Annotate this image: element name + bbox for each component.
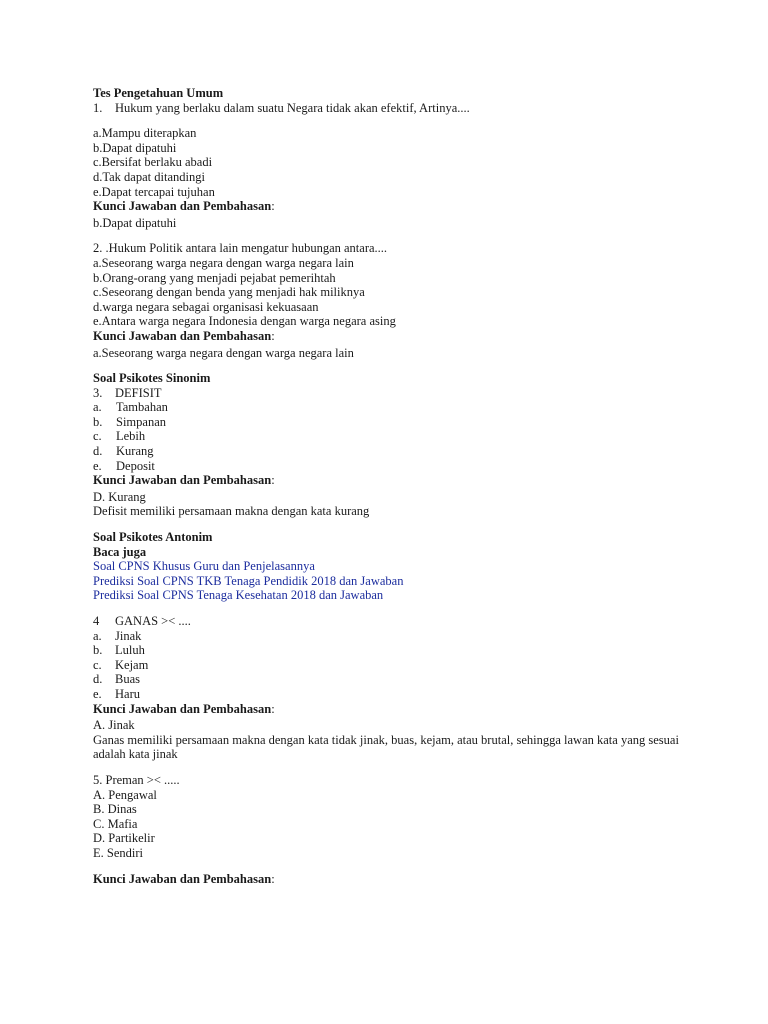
q4-option-b bbox=[93, 643, 713, 658]
option-letter: a. bbox=[93, 628, 102, 643]
q2-option-b: b.Orang-orang yang menjadi pejabat pemerihtah bbox=[93, 270, 336, 285]
answer-key-colon: : bbox=[271, 701, 275, 716]
question-3-number: 3. bbox=[93, 385, 103, 400]
q2-option-d: d.warga negara sebagai organisasi kekuasaan bbox=[93, 299, 319, 314]
q3-option-c bbox=[93, 429, 713, 444]
q1-option-d: d.Tak dapat ditandingi bbox=[93, 169, 205, 184]
answer-key-colon: : bbox=[271, 328, 275, 343]
q1-answer-key-label bbox=[93, 199, 713, 214]
option-text: Kurang bbox=[116, 444, 154, 459]
q4-option-d bbox=[93, 672, 713, 687]
question-4 bbox=[93, 614, 713, 629]
question-2: 2. .Hukum Politik antara lain mengatur hubungan antara.... bbox=[93, 241, 388, 256]
option-letter: e. bbox=[93, 458, 102, 473]
answer-key-colon: : bbox=[271, 199, 275, 214]
document-body bbox=[93, 86, 713, 886]
q4-option-a bbox=[93, 629, 713, 644]
q1-option-a: a.Mampu diterapkan bbox=[93, 126, 197, 141]
option-letter: b. bbox=[93, 414, 103, 429]
q4-option-c bbox=[93, 658, 713, 673]
q3-explanation: Defisit memiliki persamaan makna dengan kata kurang bbox=[93, 504, 370, 519]
q1-option-e: e.Dapat tercapai tujuhan bbox=[93, 184, 215, 199]
q3-answer: D. Kurang bbox=[93, 489, 146, 504]
q2-answer: a.Seseorang warga negara dengan warga negara lain bbox=[93, 345, 354, 360]
q2-option-e: e.Antara warga negara Indonesia dengan warga negara asing bbox=[93, 314, 396, 329]
q5-option-e: E. Sendiri bbox=[93, 845, 143, 860]
q4-answer-key-label bbox=[93, 702, 713, 717]
option-text: Deposit bbox=[116, 458, 155, 473]
option-text: Haru bbox=[115, 686, 140, 701]
q5-option-b: B. Dinas bbox=[93, 802, 137, 817]
related-link-3[interactable]: Prediksi Soal CPNS Tenaga Kesehatan 2018 dan Jawaban bbox=[93, 588, 384, 603]
section-heading-synonym: Soal Psikotes Sinonim bbox=[93, 371, 211, 386]
answer-key-heading: Kunci Jawaban dan Pembahasan bbox=[93, 328, 272, 343]
option-text: Luluh bbox=[115, 643, 145, 658]
question-3-text: DEFISIT bbox=[115, 385, 162, 400]
option-letter: b. bbox=[93, 643, 103, 658]
question-3 bbox=[93, 386, 713, 401]
q2-option-a: a.Seseorang warga negara dengan warga negara lain bbox=[93, 255, 354, 270]
related-link-2[interactable]: Prediksi Soal CPNS TKB Tenaga Pendidik 2018 dan Jawaban bbox=[93, 573, 404, 588]
q1-option-c: c.Bersifat berlaku abadi bbox=[93, 155, 213, 170]
question-4-number: 4 bbox=[93, 614, 100, 628]
option-text: Tambahan bbox=[116, 400, 168, 415]
answer-key-heading: Kunci Jawaban dan Pembahasan bbox=[93, 199, 272, 214]
q1-answer: b.Dapat dipatuhi bbox=[93, 215, 177, 230]
answer-key-heading: Kunci Jawaban dan Pembahasan bbox=[93, 473, 272, 488]
section-heading-general-knowledge: Tes Pengetahuan Umum bbox=[93, 86, 224, 100]
section-heading-antonym: Soal Psikotes Antonim bbox=[93, 530, 213, 545]
see-also-label: Baca juga bbox=[93, 544, 147, 559]
q3-answer-key-label bbox=[93, 473, 713, 488]
q5-option-d: D. Partikelir bbox=[93, 831, 155, 846]
answer-key-heading: Kunci Jawaban dan Pembahasan bbox=[93, 871, 272, 886]
question-1 bbox=[93, 101, 713, 116]
q4-option-e bbox=[93, 687, 713, 702]
q4-answer: A. Jinak bbox=[93, 718, 135, 733]
question-1-text: Hukum yang berlaku dalam suatu Negara tidak akan efektif, Artinya.... bbox=[115, 100, 470, 115]
option-text: Buas bbox=[115, 672, 140, 687]
answer-key-colon: : bbox=[271, 871, 275, 886]
q5-option-a: A. Pengawal bbox=[93, 787, 157, 802]
q2-option-c: c.Seseorang dengan benda yang menjadi hak miliknya bbox=[93, 285, 365, 300]
option-letter: a. bbox=[93, 400, 102, 415]
q3-option-b bbox=[93, 415, 713, 430]
option-text: Simpanan bbox=[116, 414, 166, 429]
question-5: 5. Preman >< ..... bbox=[93, 772, 180, 787]
q3-option-d bbox=[93, 444, 713, 459]
related-link-1[interactable]: Soal CPNS Khusus Guru dan Penjelasannya bbox=[93, 559, 315, 574]
q3-option-a bbox=[93, 400, 713, 415]
q5-option-c: C. Mafia bbox=[93, 816, 138, 831]
question-1-number: 1. bbox=[93, 100, 103, 115]
q2-answer-key-label bbox=[93, 329, 713, 344]
q1-option-b: b.Dapat dipatuhi bbox=[93, 140, 177, 155]
question-4-text: GANAS >< .... bbox=[115, 614, 191, 628]
q3-option-e bbox=[93, 459, 713, 474]
option-letter: c. bbox=[93, 429, 102, 444]
q4-explanation: Ganas memiliki persamaan makna dengan kata tidak jinak, buas, kejam, atau brutal, sehingga lawan kata yang sesuai adalah kata jinak bbox=[93, 732, 679, 762]
option-letter: c. bbox=[93, 657, 102, 672]
option-text: Kejam bbox=[115, 657, 149, 672]
option-letter: d. bbox=[93, 444, 103, 459]
answer-key-colon: : bbox=[271, 473, 275, 488]
option-text: Lebih bbox=[116, 429, 146, 444]
option-text: Jinak bbox=[115, 628, 142, 643]
option-letter: d. bbox=[93, 672, 103, 687]
answer-key-heading: Kunci Jawaban dan Pembahasan bbox=[93, 701, 272, 716]
q5-answer-key-label bbox=[93, 872, 713, 887]
option-letter: e. bbox=[93, 686, 102, 701]
